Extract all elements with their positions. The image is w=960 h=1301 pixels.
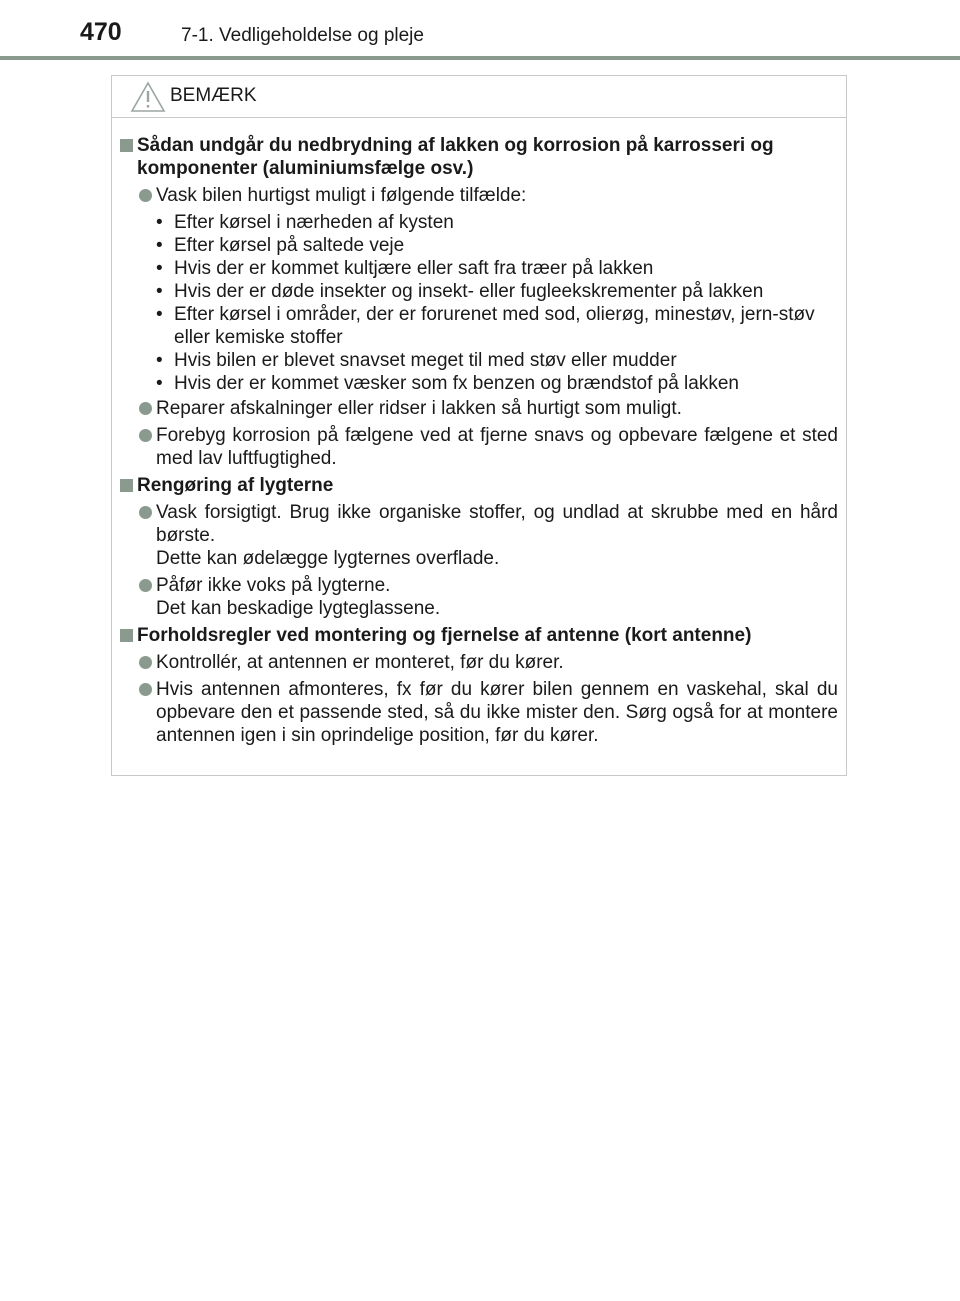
dot-bullet-icon: • <box>156 304 163 325</box>
sub-list-item: • Hvis der er kommet væsker som fx benzen og brændstof på lakken <box>156 373 739 394</box>
sub-list <box>120 211 838 395</box>
round-bullet-icon <box>139 402 152 415</box>
round-bullet-icon <box>139 579 152 592</box>
round-bullet-icon <box>139 189 152 202</box>
sub-list-item: • Hvis der er døde insekter og insekt- eller fugleekskrementer på lakken <box>156 281 764 302</box>
square-bullet-icon <box>120 629 133 642</box>
dot-bullet-icon: • <box>156 235 163 256</box>
list-item: Hvis antennen afmonteres, fx før du kører bilen gennem en vaskehal, skal du opbevare den et passende sted, så du ikke mister den. Sørg også for at montere antennen igen i sin oprindelige position, før du kører. <box>120 678 838 747</box>
round-bullet-icon <box>139 506 152 519</box>
list-item: Forebyg korrosion på fælgene ved at fjerne snavs og opbevare fælgene et sted med lav luftfugtighed. <box>120 424 838 470</box>
header-rule <box>0 56 960 60</box>
list-item: Vask forsigtigt. Brug ikke organiske stoffer, og undlad at skrubbe med en hård børste. Dette kan ødelægge lygternes overflade. <box>120 501 838 570</box>
round-bullet-icon <box>139 656 152 669</box>
warning-triangle-icon <box>130 81 166 113</box>
round-bullet-icon <box>139 683 152 696</box>
section-title: 7-1. Vedligeholdelse og pleje <box>181 25 424 46</box>
notice-label: BEMÆRK <box>170 85 257 106</box>
round-bullet-icon <box>139 429 152 442</box>
notice-body <box>112 118 846 747</box>
dot-bullet-icon: • <box>156 373 163 394</box>
sub-list-item: • Efter kørsel i nærheden af kysten <box>156 212 454 233</box>
page-number: 470 <box>80 18 122 46</box>
list-item: Vask bilen hurtigst muligt i følgende tilfælde: <box>120 184 838 207</box>
dot-bullet-icon: • <box>156 350 163 371</box>
dot-bullet-icon: • <box>156 258 163 279</box>
square-bullet-icon <box>120 479 133 492</box>
sub-list-item: • Hvis bilen er blevet snavset meget til med støv eller mudder <box>156 350 677 371</box>
notice-header <box>112 76 846 118</box>
dot-bullet-icon: • <box>156 281 163 302</box>
section-heading: Forholdsregler ved montering og fjernelse af antenne (kort antenne) <box>120 624 838 647</box>
square-bullet-icon <box>120 139 133 152</box>
list-item: Kontrollér, at antennen er monteret, før du kører. <box>120 651 838 674</box>
sub-list-item: • Efter kørsel på saltede veje <box>156 235 405 256</box>
section-heading: Rengøring af lygterne <box>120 474 838 497</box>
sub-list-item: • Efter kørsel i områder, der er forurenet med sod, olierøg, minestøv, jern-støv eller kemiske stoffer <box>156 304 815 348</box>
section-heading: Sådan undgår du nedbrydning af lakken og korrosion på karrosseri og komponenter (aluminiumsfælge osv.) <box>120 134 838 180</box>
list-item: Påfør ikke voks på lygterne. Det kan beskadige lygteglassene. <box>120 574 838 620</box>
dot-bullet-icon: • <box>156 212 163 233</box>
sub-list-item: • Hvis der er kommet kultjære eller saft fra træer på lakken <box>156 258 654 279</box>
notice-box <box>111 75 847 776</box>
page-header <box>0 0 960 60</box>
list-item: Reparer afskalninger eller ridser i lakken så hurtigt som muligt. <box>120 397 838 420</box>
